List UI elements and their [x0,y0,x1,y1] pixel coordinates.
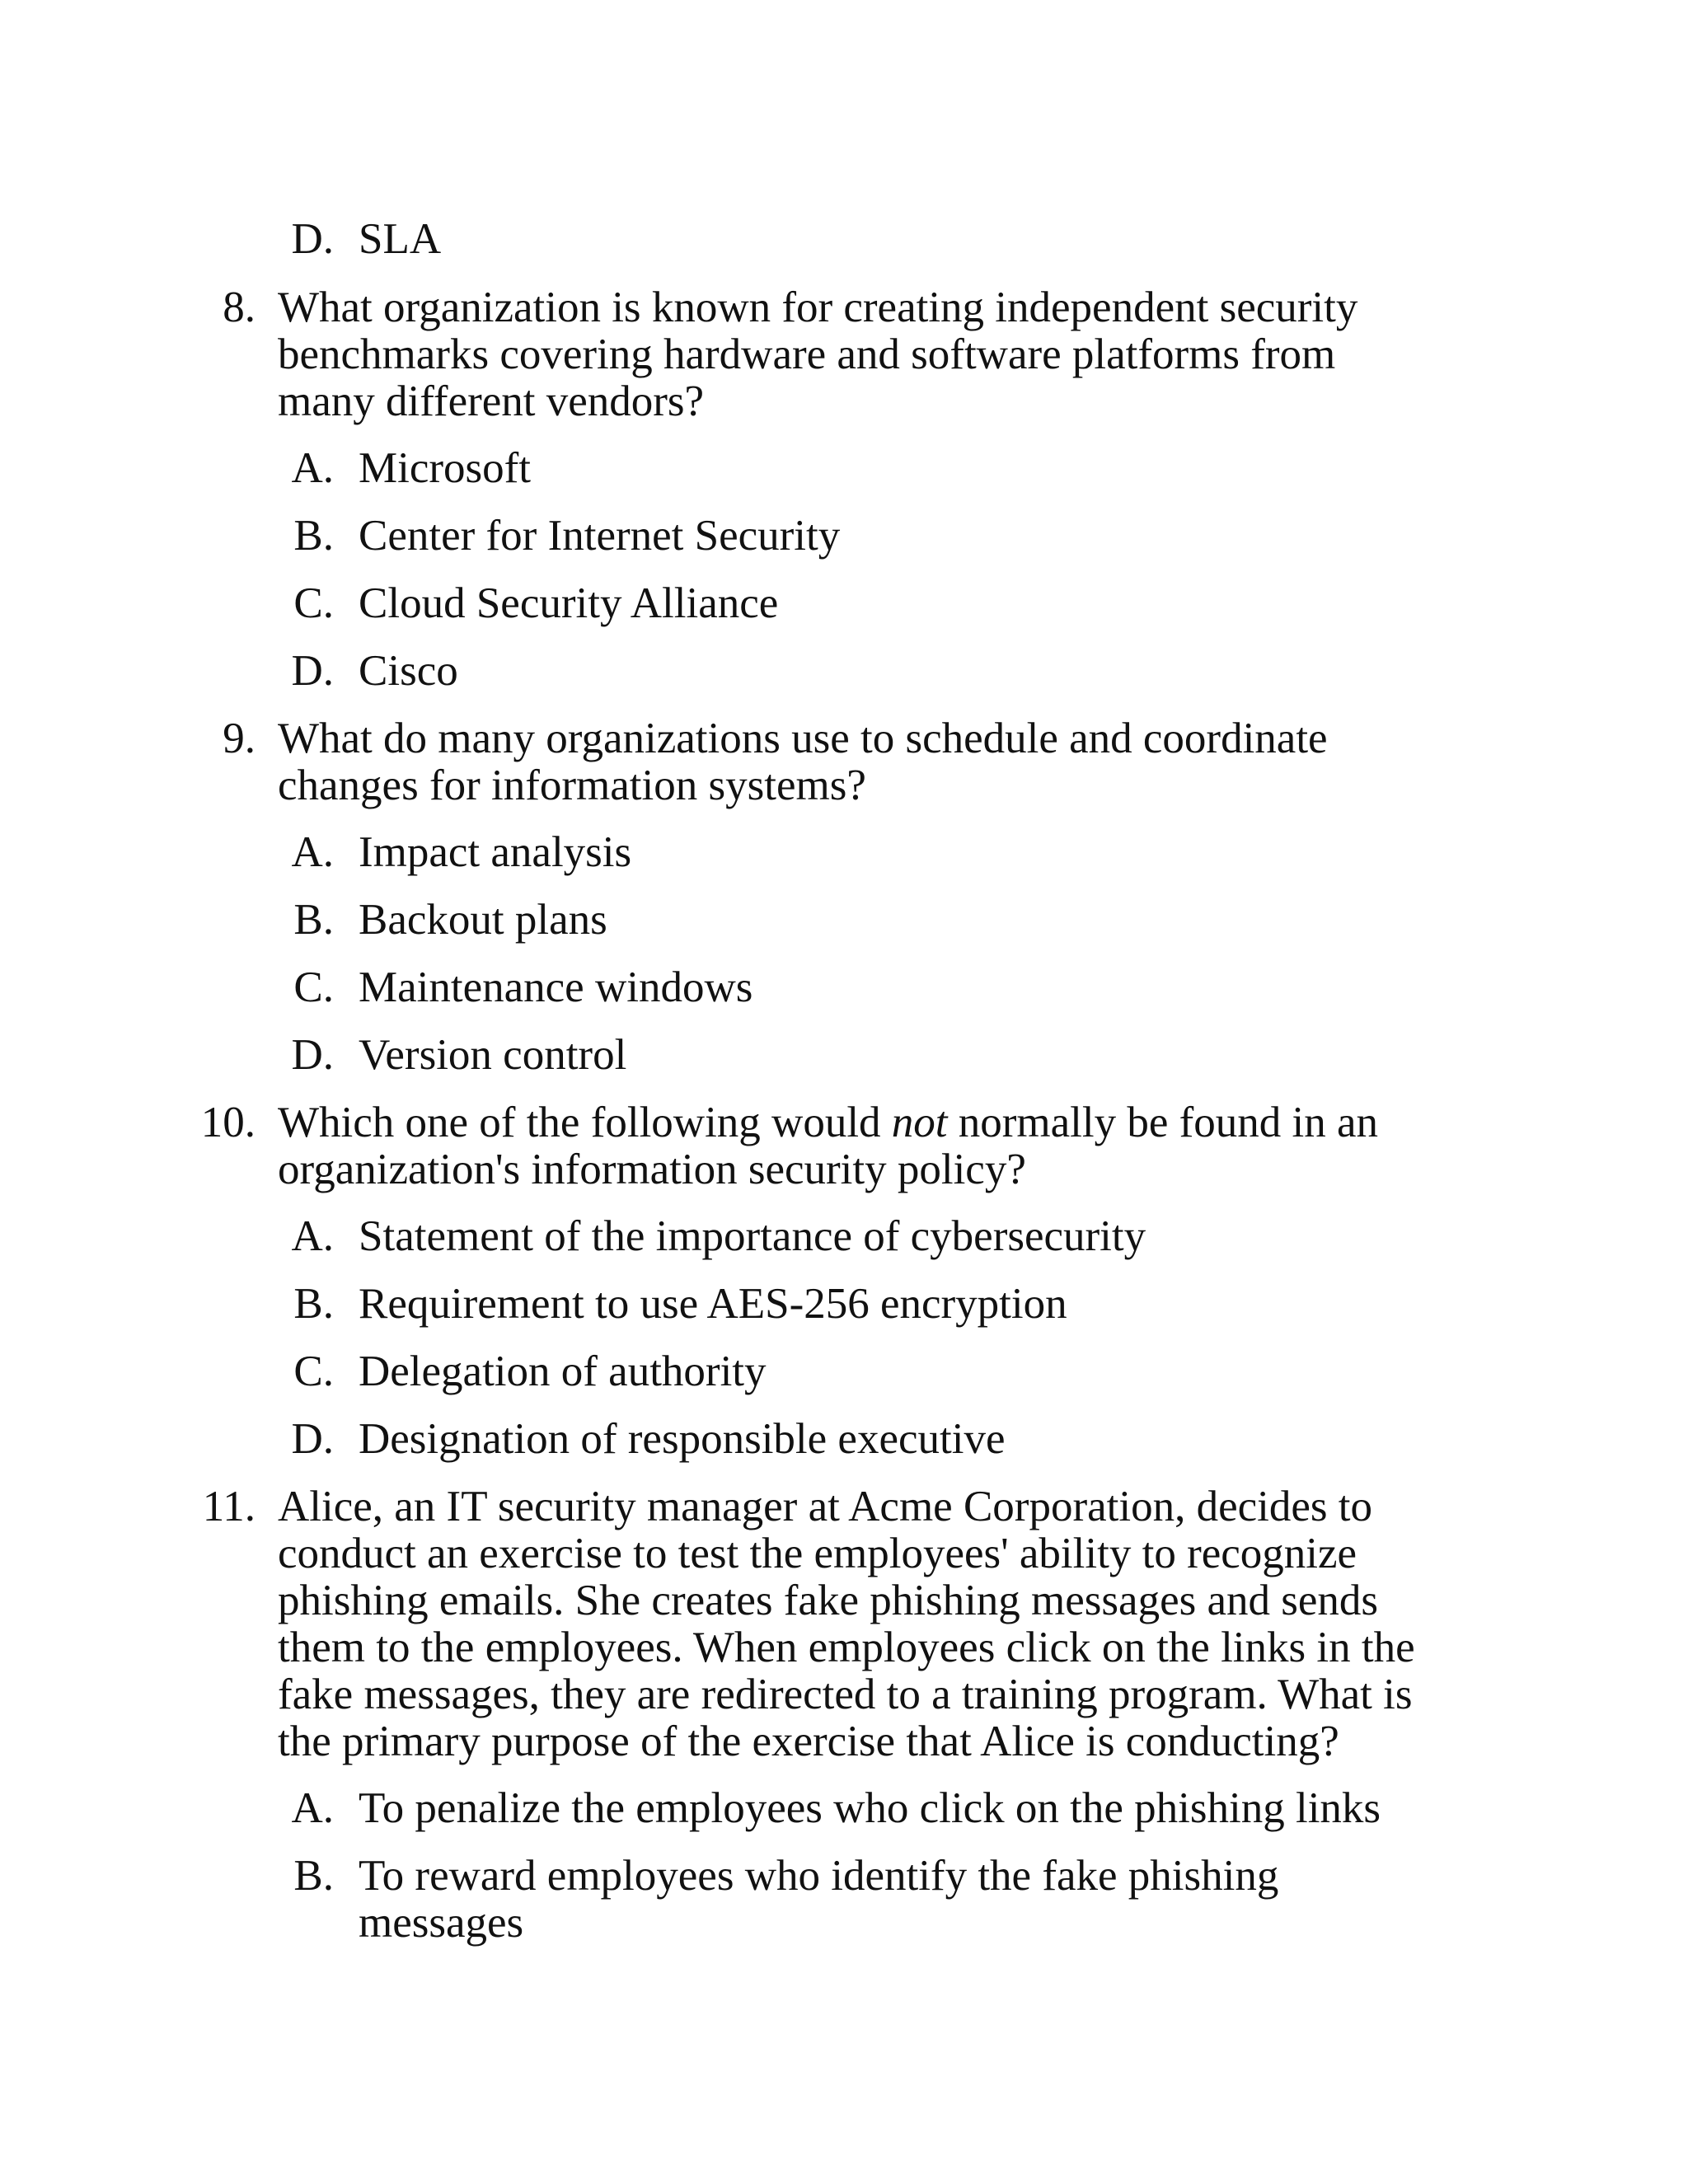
option-letter: D. [291,215,334,263]
option-letter: D. [291,1031,334,1079]
option-text: Statement of the importance of cybersecurity [359,1212,1146,1260]
emphasis-word: not [891,1099,948,1146]
question-text-line: benchmarks covering hardware and software platforms from [278,330,1336,378]
option-text: Requirement to use AES-256 encryption [359,1280,1067,1328]
option-text: Center for Internet Security [359,512,841,560]
option-letter: D. [291,1415,334,1463]
option-letter: C. [293,1347,334,1395]
option-letter: A. [291,1784,334,1832]
option-text: SLA [359,215,442,263]
question-text-line: phishing emails. She creates fake phishing messages and sends [278,1577,1379,1624]
option-letter: B. [293,896,334,944]
question-text-line: Alice, an IT security manager at Acme Corporation, decides to [278,1483,1372,1530]
option-letter: B. [293,512,334,560]
option-text: Backout plans [359,896,607,944]
option-letter: C. [293,963,334,1011]
option-text: Delegation of authority [359,1347,767,1395]
question-number: 8. [223,284,256,331]
question-number: 11. [202,1483,256,1530]
option-text: Designation of responsible executive [359,1415,1006,1463]
option-letter: B. [293,1280,334,1328]
question-text-line: organization's information security policy? [278,1146,1026,1193]
question-text-segment: Which one of the following would [278,1099,892,1146]
option-text: Maintenance windows [359,963,753,1011]
option-text: Cloud Security Alliance [359,579,779,627]
question-text-line: What do many organizations use to schedule and coordinate [278,715,1328,762]
option-letter: A. [291,828,334,876]
question-number: 10. [200,1099,256,1146]
option-letter: C. [293,579,334,627]
option-text: To reward employees who identify the fake phishing [359,1852,1279,1900]
option-text: Version control [359,1031,627,1079]
question-text-line: them to the employees. When employees click on the links in the [278,1624,1415,1671]
option-text: Cisco [359,647,458,695]
option-text: Microsoft [359,444,532,492]
question-text-segment: normally be found in an [947,1099,1379,1146]
question-text-line: many different vendors? [278,377,705,425]
question-text-line: changes for information systems? [278,762,866,809]
option-text: To penalize the employees who click on the phishing links [359,1784,1381,1832]
question-text-line: What organization is known for creating independent security [278,284,1358,331]
option-text: Impact analysis [359,828,632,876]
question-number: 9. [223,715,256,762]
option-letter: B. [293,1852,334,1900]
question-text-line: the primary purpose of the exercise that Alice is conducting? [278,1718,1339,1765]
option-text: messages [359,1899,524,1947]
option-letter: A. [291,444,334,492]
question-text-line: fake messages, they are redirected to a training program. What is [278,1671,1413,1718]
option-letter: D. [291,647,334,695]
question-text-line: conduct an exercise to test the employees' ability to recognize [278,1530,1357,1577]
option-letter: A. [291,1212,334,1260]
question-text-line [278,1099,1378,1146]
